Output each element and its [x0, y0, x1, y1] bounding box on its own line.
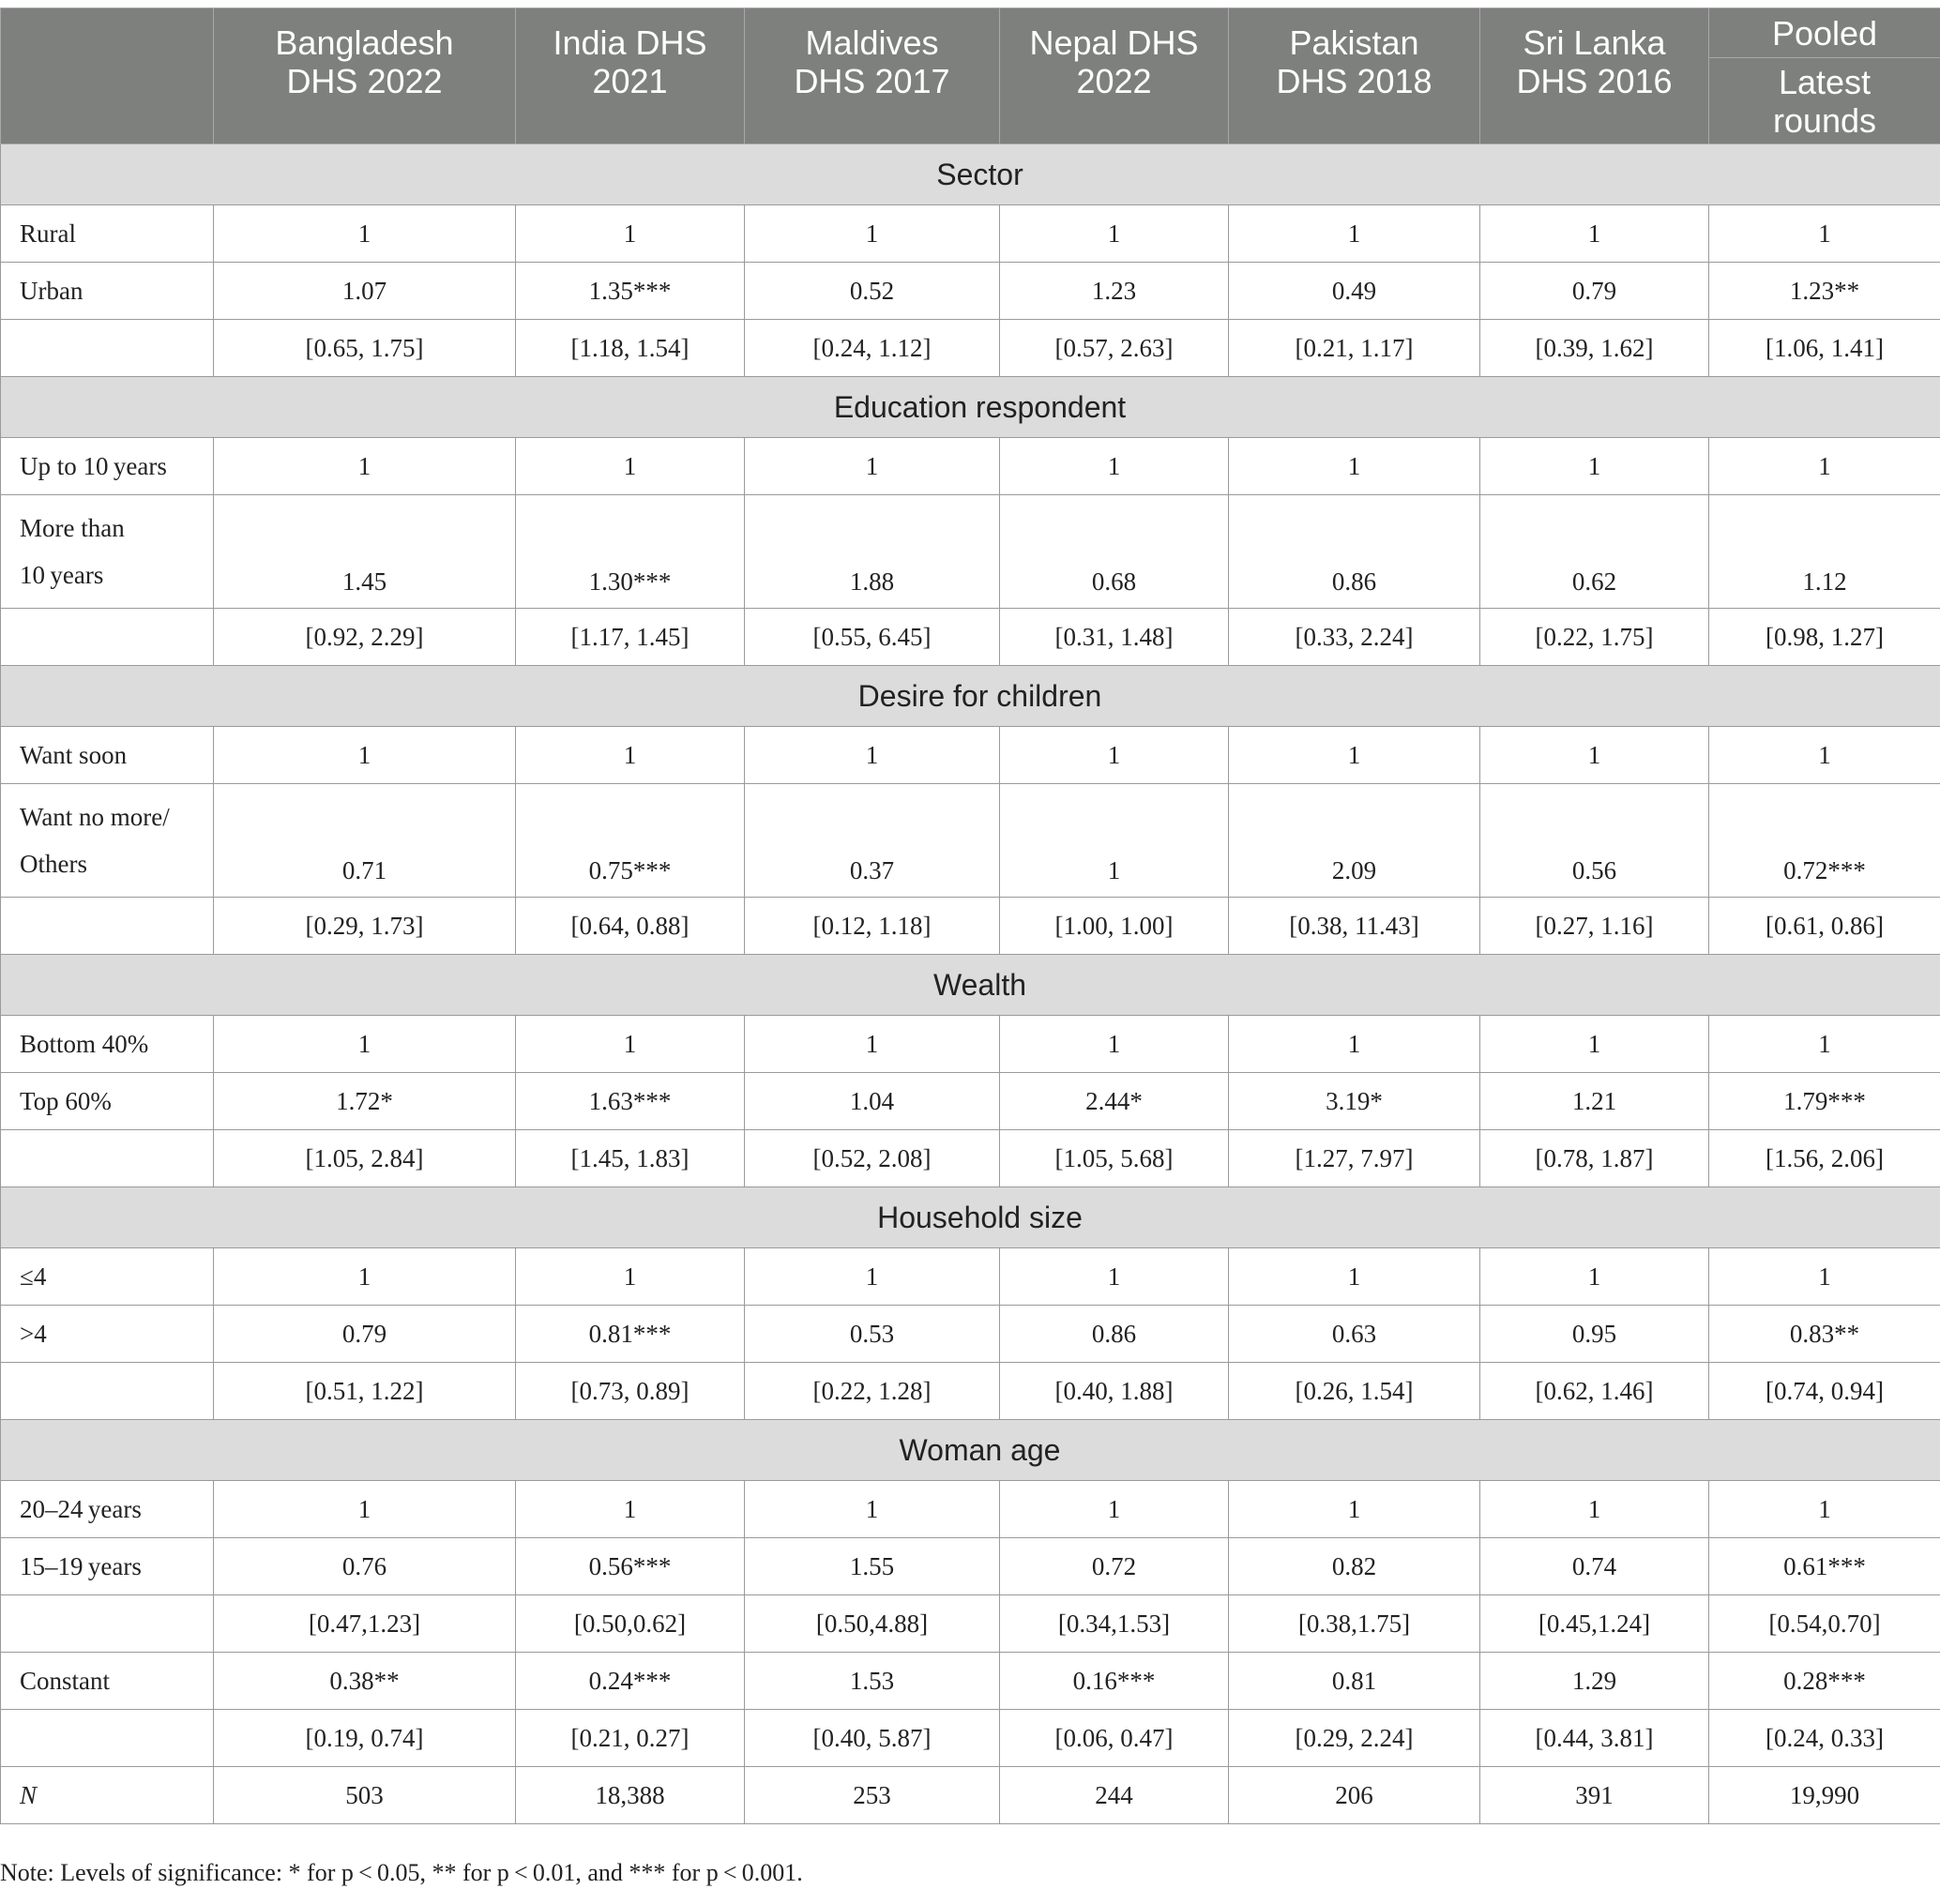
table-cell: 1 [745, 205, 1000, 263]
row-label: Up to 10 years [1, 438, 214, 495]
table-cell: 0.37 [745, 784, 1000, 898]
table-cell: [0.44, 3.81] [1480, 1710, 1709, 1767]
table-cell: 0.28*** [1709, 1653, 1940, 1710]
table-row [1, 1016, 1940, 1073]
table-cell: 1.88 [745, 495, 1000, 609]
table-row [1, 1073, 1940, 1130]
group-title: Household size [1, 1187, 1940, 1248]
table-cell: 1 [516, 438, 745, 495]
row-label: Want soon [1, 727, 214, 784]
table-cell: 1 [745, 727, 1000, 784]
row-label: Top 60% [1, 1073, 214, 1130]
row-label: 20–24 years [1, 1481, 214, 1538]
header-sri-lanka: Sri Lanka DHS 2016 [1480, 8, 1709, 144]
table-cell: 1.12 [1709, 495, 1940, 609]
table-cell: 0.38** [214, 1653, 516, 1710]
table-cell: [0.62, 1.46] [1480, 1363, 1709, 1420]
group-header-row [1, 666, 1940, 727]
table-cell: 1 [1480, 438, 1709, 495]
header-bangladesh: Bangladesh DHS 2022 [214, 8, 516, 144]
table-cell: [0.24, 1.12] [745, 320, 1000, 377]
table-cell: 1.30*** [516, 495, 745, 609]
row-label [1, 609, 214, 666]
row-label [1, 1710, 214, 1767]
table-cell: 1 [214, 1481, 516, 1538]
table-cell: 244 [1000, 1767, 1229, 1824]
table-cell: 0.71 [214, 784, 516, 898]
table-cell: 1.45 [214, 495, 516, 609]
row-label-line: Want no more/ [20, 803, 170, 831]
table-cell: 0.63 [1229, 1306, 1480, 1363]
header-maldives: Maldives DHS 2017 [745, 8, 1000, 144]
table-cell: 0.79 [1480, 263, 1709, 320]
group-header-row [1, 955, 1940, 1016]
table-cell: 1 [516, 1248, 745, 1306]
table-body [1, 144, 1940, 1824]
table-cell: [0.61, 0.86] [1709, 898, 1940, 955]
table-cell: 1 [1000, 1481, 1229, 1538]
table-row [1, 898, 1940, 955]
table-cell: 0.86 [1229, 495, 1480, 609]
table-cell: [0.22, 1.75] [1480, 609, 1709, 666]
table-row [1, 1538, 1940, 1595]
table-cell: 0.53 [745, 1306, 1000, 1363]
table-row [1, 495, 1940, 609]
table-cell: [0.73, 0.89] [516, 1363, 745, 1420]
header-india: India DHS 2021 [516, 8, 745, 144]
table-cell: [1.56, 2.06] [1709, 1130, 1940, 1187]
row-label: N [1, 1767, 214, 1824]
header-pakistan: Pakistan DHS 2018 [1229, 8, 1480, 144]
table-cell: [1.05, 2.84] [214, 1130, 516, 1187]
table-cell: 253 [745, 1767, 1000, 1824]
table-cell: 1 [1480, 1481, 1709, 1538]
table-cell: [0.64, 0.88] [516, 898, 745, 955]
header-nepal: Nepal DHS 2022 [1000, 8, 1229, 144]
table-row [1, 438, 1940, 495]
table-cell: [1.05, 5.68] [1000, 1130, 1229, 1187]
table-cell: 1 [745, 438, 1000, 495]
table-cell: [0.38, 11.43] [1229, 898, 1480, 955]
table-cell: 0.52 [745, 263, 1000, 320]
row-label: >4 [1, 1306, 214, 1363]
table-cell: 0.74 [1480, 1538, 1709, 1595]
table-cell: 0.95 [1480, 1306, 1709, 1363]
group-title: Woman age [1, 1420, 1940, 1481]
table-cell: 1 [214, 1248, 516, 1306]
header-pooled: Pooled [1709, 8, 1940, 58]
table-cell: 1 [214, 438, 516, 495]
table-cell: [0.78, 1.87] [1480, 1130, 1709, 1187]
table-cell: 1.55 [745, 1538, 1000, 1595]
table-cell: 2.44* [1000, 1073, 1229, 1130]
table-cell: 0.75*** [516, 784, 745, 898]
table-cell: 1 [1229, 1016, 1480, 1073]
table-cell: 0.72 [1000, 1538, 1229, 1595]
table-cell: 206 [1229, 1767, 1480, 1824]
table-cell: 1 [214, 727, 516, 784]
table-cell: 19,990 [1709, 1767, 1940, 1824]
table-cell: 1.29 [1480, 1653, 1709, 1710]
table-cell: [0.51, 1.22] [214, 1363, 516, 1420]
table-cell: [0.06, 0.47] [1000, 1710, 1229, 1767]
table-cell: 1 [1480, 1248, 1709, 1306]
table-cell: 1 [1000, 1016, 1229, 1073]
table-cell: [0.55, 6.45] [745, 609, 1000, 666]
table-cell: 503 [214, 1767, 516, 1824]
table-cell: [1.45, 1.83] [516, 1130, 745, 1187]
row-label: Constant [1, 1653, 214, 1710]
table-cell: 0.86 [1000, 1306, 1229, 1363]
table-row [1, 1767, 1940, 1824]
table-cell: 0.83** [1709, 1306, 1940, 1363]
table-cell: 1 [1000, 1248, 1229, 1306]
table-cell: [0.31, 1.48] [1000, 609, 1229, 666]
table-cell: [0.21, 1.17] [1229, 320, 1480, 377]
table-row [1, 784, 1940, 898]
group-header-row [1, 144, 1940, 205]
table-cell: 1 [1480, 205, 1709, 263]
row-label-line: Others [20, 850, 87, 878]
group-title: Wealth [1, 955, 1940, 1016]
table-cell: 1 [1709, 727, 1940, 784]
table-row [1, 1481, 1940, 1538]
table-cell: 0.56*** [516, 1538, 745, 1595]
table-row [1, 1653, 1940, 1710]
table-cell: 1.35*** [516, 263, 745, 320]
table-cell: 1 [516, 727, 745, 784]
table-cell: 1.63*** [516, 1073, 745, 1130]
table-cell: 1 [1000, 438, 1229, 495]
table-cell: 0.72*** [1709, 784, 1940, 898]
table-cell: 1 [1709, 1248, 1940, 1306]
table-cell: [0.54,0.70] [1709, 1595, 1940, 1653]
table-cell: 0.61*** [1709, 1538, 1940, 1595]
table-cell: 0.79 [214, 1306, 516, 1363]
table-cell: [1.18, 1.54] [516, 320, 745, 377]
table-cell: 1 [516, 205, 745, 263]
group-title: Sector [1, 144, 1940, 205]
row-label [1, 320, 214, 377]
table-cell: [0.40, 5.87] [745, 1710, 1000, 1767]
table-row [1, 1595, 1940, 1653]
group-header-row [1, 377, 1940, 438]
row-label: Urban [1, 263, 214, 320]
table-cell: 0.62 [1480, 495, 1709, 609]
row-label: ≤4 [1, 1248, 214, 1306]
table-cell: 1 [214, 205, 516, 263]
table-cell: [0.22, 1.28] [745, 1363, 1000, 1420]
table-cell: 1 [1709, 438, 1940, 495]
row-label [1, 1595, 214, 1653]
table-cell: 0.56 [1480, 784, 1709, 898]
table-cell: 3.19* [1229, 1073, 1480, 1130]
table-cell: 1 [1480, 1016, 1709, 1073]
table-cell: 1 [1229, 1248, 1480, 1306]
table-cell: [0.27, 1.16] [1480, 898, 1709, 955]
table-cell: 1 [1480, 727, 1709, 784]
row-label [1, 898, 214, 955]
row-label [1, 495, 214, 609]
table-cell: [0.40, 1.88] [1000, 1363, 1229, 1420]
table-note: Note: Levels of significance: * for p < 0.05, ** for p < 0.01, and *** for p < 0.001. [0, 1859, 803, 1886]
table-cell: 0.81*** [516, 1306, 745, 1363]
table-cell: [0.50,0.62] [516, 1595, 745, 1653]
table-cell: 0.24*** [516, 1653, 745, 1710]
table-cell: 0.76 [214, 1538, 516, 1595]
table-cell: [0.33, 2.24] [1229, 609, 1480, 666]
table-cell: 1 [1000, 784, 1229, 898]
table-cell: 1.04 [745, 1073, 1000, 1130]
table-cell: 1.79*** [1709, 1073, 1940, 1130]
row-label-line: 10 years [20, 561, 104, 589]
table-cell: [0.12, 1.18] [745, 898, 1000, 955]
table-cell: 1 [1709, 1481, 1940, 1538]
table-row [1, 727, 1940, 784]
table-cell: [0.98, 1.27] [1709, 609, 1940, 666]
table-cell: [0.29, 2.24] [1229, 1710, 1480, 1767]
table-cell: 1 [1709, 1016, 1940, 1073]
table-row [1, 205, 1940, 263]
table-cell: 0.49 [1229, 263, 1480, 320]
table-cell: [0.74, 0.94] [1709, 1363, 1940, 1420]
table-cell: 0.82 [1229, 1538, 1480, 1595]
table-cell: [0.52, 2.08] [745, 1130, 1000, 1187]
table-cell: 1 [1229, 205, 1480, 263]
table-cell: [0.65, 1.75] [214, 320, 516, 377]
table-row [1, 1130, 1940, 1187]
table-cell: 391 [1480, 1767, 1709, 1824]
table-cell: 1 [214, 1016, 516, 1073]
table-cell: 1 [1229, 438, 1480, 495]
table-cell: 1 [1229, 727, 1480, 784]
table-row [1, 320, 1940, 377]
table-row [1, 263, 1940, 320]
group-title: Desire for children [1, 666, 1940, 727]
table-cell: 0.68 [1000, 495, 1229, 609]
table-cell: 1 [516, 1481, 745, 1538]
table-cell: [1.27, 7.97] [1229, 1130, 1480, 1187]
table-row [1, 1710, 1940, 1767]
table-cell: 0.16*** [1000, 1653, 1229, 1710]
table-cell: [0.21, 0.27] [516, 1710, 745, 1767]
table-cell: 18,388 [516, 1767, 745, 1824]
table-cell: 1 [516, 1016, 745, 1073]
table-cell: 2.09 [1229, 784, 1480, 898]
table-cell: [0.19, 0.74] [214, 1710, 516, 1767]
table-cell: 1 [1229, 1481, 1480, 1538]
row-label: 15–19 years [1, 1538, 214, 1595]
table-cell: 1.21 [1480, 1073, 1709, 1130]
table-cell: [0.39, 1.62] [1480, 320, 1709, 377]
row-label-line: More than [20, 514, 125, 542]
header-corner [1, 8, 214, 144]
group-header-row [1, 1187, 1940, 1248]
group-title: Education respondent [1, 377, 1940, 438]
table-cell: 1 [745, 1248, 1000, 1306]
table-cell: [0.92, 2.29] [214, 609, 516, 666]
row-label: Rural [1, 205, 214, 263]
header-latest-rounds: Latest rounds [1709, 58, 1940, 144]
table-cell: [0.38,1.75] [1229, 1595, 1480, 1653]
table-cell: [0.26, 1.54] [1229, 1363, 1480, 1420]
row-label [1, 784, 214, 898]
table-cell: [1.06, 1.41] [1709, 320, 1940, 377]
table-cell: 1 [1709, 205, 1940, 263]
table-cell: 1.07 [214, 263, 516, 320]
table-cell: 1.53 [745, 1653, 1000, 1710]
table-cell: 1 [1000, 205, 1229, 263]
table-cell: 1 [745, 1016, 1000, 1073]
table-cell: 1.23 [1000, 263, 1229, 320]
regression-table [0, 8, 1940, 1824]
table-cell: 0.81 [1229, 1653, 1480, 1710]
table-cell: [0.34,1.53] [1000, 1595, 1229, 1653]
row-label: Bottom 40% [1, 1016, 214, 1073]
row-label [1, 1130, 214, 1187]
table-row [1, 1363, 1940, 1420]
table-cell: 1 [745, 1481, 1000, 1538]
table-cell: 1.23** [1709, 263, 1940, 320]
table-cell: [0.50,4.88] [745, 1595, 1000, 1653]
table-row [1, 609, 1940, 666]
table-cell: [1.17, 1.45] [516, 609, 745, 666]
table-cell: [0.45,1.24] [1480, 1595, 1709, 1653]
table-cell: 1.72* [214, 1073, 516, 1130]
table-cell: [0.57, 2.63] [1000, 320, 1229, 377]
table-row [1, 1248, 1940, 1306]
table-cell: [0.29, 1.73] [214, 898, 516, 955]
table-cell: 1 [1000, 727, 1229, 784]
group-header-row [1, 1420, 1940, 1481]
table-cell: [0.24, 0.33] [1709, 1710, 1940, 1767]
table-cell: [1.00, 1.00] [1000, 898, 1229, 955]
row-label [1, 1363, 214, 1420]
table-cell: [0.47,1.23] [214, 1595, 516, 1653]
table-row [1, 1306, 1940, 1363]
table-header [1, 8, 1940, 144]
